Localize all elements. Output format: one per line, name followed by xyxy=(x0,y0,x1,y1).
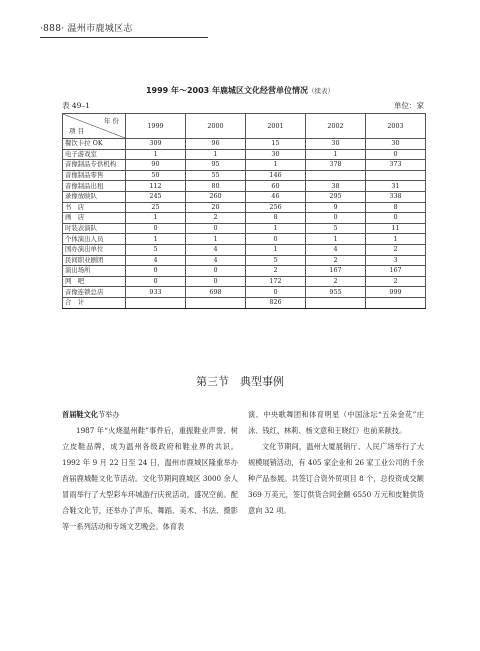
row-label: 画 店 xyxy=(63,213,126,224)
table-cell: 90 xyxy=(126,160,186,171)
table-header-row xyxy=(63,114,426,139)
table-row xyxy=(63,266,426,277)
table-cell: 698 xyxy=(186,287,246,298)
table-cell: 167 xyxy=(366,266,426,277)
row-label: 音像制品出租 xyxy=(63,181,126,192)
table-cell: 0 xyxy=(126,223,186,234)
table-row xyxy=(63,170,426,181)
table-cell: 30 xyxy=(246,149,306,160)
table-cell xyxy=(366,297,426,308)
table-cell: 2 xyxy=(306,276,366,287)
table-row xyxy=(63,234,426,245)
table-cell: 8 xyxy=(366,202,426,213)
section-title: 第三节 典型事例 xyxy=(196,375,284,388)
table-cell xyxy=(126,297,186,308)
table-cell: 8 xyxy=(246,213,306,224)
table-cell: 0 xyxy=(366,213,426,224)
table-cell: 1 xyxy=(186,234,246,245)
table-cell: 0 xyxy=(186,266,246,277)
table-cell: 9 xyxy=(306,202,366,213)
table-cell: 5 xyxy=(126,244,186,255)
table-cell xyxy=(366,170,426,181)
table-cell: 0 xyxy=(126,276,186,287)
running-head: ·888· 温州市鹿城区志 xyxy=(40,24,133,34)
table-title-note: （续表） xyxy=(308,87,335,95)
table-row xyxy=(63,149,426,160)
table-cell xyxy=(186,297,246,308)
table-cell: 1 xyxy=(246,223,306,234)
table-cell: 1 xyxy=(366,234,426,245)
row-label: 演出场所 xyxy=(63,266,126,277)
table-cell: 30 xyxy=(306,139,366,150)
table-cell: 96 xyxy=(186,139,246,150)
row-label: 音像制品零售 xyxy=(63,170,126,181)
table-row xyxy=(63,223,426,234)
table-cell: 15 xyxy=(246,139,306,150)
table-cell: 955 xyxy=(306,287,366,298)
table-cell: 5 xyxy=(306,223,366,234)
table-cell: 0 xyxy=(366,149,426,160)
table-cell: 378 xyxy=(306,160,366,171)
table-cell: 309 xyxy=(126,139,186,150)
table-title-text: 1999 年～2003 年鹿城区文化经营单位情况 xyxy=(145,86,309,95)
header-rule xyxy=(40,37,208,38)
table-row xyxy=(63,255,426,266)
table-cell: 11 xyxy=(366,223,426,234)
table-cell: 826 xyxy=(246,297,306,308)
table-cell: 1 xyxy=(306,234,366,245)
table-cell: 60 xyxy=(246,181,306,192)
table-cell: 4 xyxy=(186,255,246,266)
row-label: 餐饮卡拉 OK xyxy=(63,139,126,150)
table-cell: 55 xyxy=(186,170,246,181)
row-label: 国办演出单位 xyxy=(63,244,126,255)
year-header: 2001 xyxy=(246,114,306,139)
table-cell: 2 xyxy=(366,276,426,287)
table-cell: 2 xyxy=(366,244,426,255)
table-cell: 338 xyxy=(366,191,426,202)
row-label: 民间职业剧团 xyxy=(63,255,126,266)
table-cell: 0 xyxy=(186,276,246,287)
paragraph: 演、中央歌舞团和体育明星（中国泳坛“五朵金花”庄泳、钱红、林莉、杨文意和王晓红）也前来献技。 xyxy=(248,410,424,435)
table-number: 表 49–1 xyxy=(62,101,90,110)
table-cell: 112 xyxy=(126,181,186,192)
paragraph: 文化节期间，温州大厦展销厅、人民广场举行了大规模展销活动，有 405 家企业和 26 家工业公司的千余种产品参展。共签订合资外贸项目 8 个，总投资成交额 369 万美元，签订供货合同金额 6550 万元和皮鞋供货意向 32 项。 xyxy=(248,442,424,515)
table-cell: 2 xyxy=(186,213,246,224)
table-cell: 3 xyxy=(366,255,426,266)
table-cell: 46 xyxy=(246,191,306,202)
table-cell: 260 xyxy=(186,191,246,202)
table-cell: 20 xyxy=(186,202,246,213)
year-header: 1999 xyxy=(126,114,186,139)
table-corner-cell xyxy=(63,114,126,139)
table-cell: 38 xyxy=(306,181,366,192)
table-cell: 1 xyxy=(126,213,186,224)
table-row xyxy=(63,213,426,224)
row-label: 个体演出人员 xyxy=(63,234,126,245)
table-cell: 50 xyxy=(126,170,186,181)
table-title xyxy=(0,85,480,96)
table-cell: 30 xyxy=(366,139,426,150)
row-label: 音像连锁总店 xyxy=(63,287,126,298)
year-header: 2002 xyxy=(306,114,366,139)
row-label: 录像放映队 xyxy=(63,191,126,202)
table-cell: 2 xyxy=(246,266,306,277)
table-cell: 0 xyxy=(246,287,306,298)
table-cell: 0 xyxy=(306,213,366,224)
table-row xyxy=(63,202,426,213)
table-cell: 256 xyxy=(246,202,306,213)
row-label: 合 计 xyxy=(63,297,126,308)
table-cell: 1 xyxy=(126,149,186,160)
table-row xyxy=(63,244,426,255)
paragraph: 1987 年“火烧温州鞋”事件后，重振鞋业声誉、树立皮鞋品牌，成为温州各级政府和鞋业界的共识。1992 年 9 月 22 日至 24 日，温州市鹿城区隆重举办首届鹿城鞋文化节活动。文化节期间鹿城区 3000 余人冒雨举行了大型彩车环城游行庆祝活动，盛况空前。配合鞋文化节，还举办了声乐、舞蹈、美术、书法、摄影等一系列活动和专场文艺晚会。体育表 xyxy=(62,426,238,531)
table-cell: 4 xyxy=(186,244,246,255)
table-row xyxy=(63,181,426,192)
row-label: 电子游戏室 xyxy=(63,149,126,160)
text-column-right xyxy=(248,407,424,519)
year-header: 2003 xyxy=(366,114,426,139)
table-row xyxy=(63,297,426,308)
table-cell: 80 xyxy=(186,181,246,192)
table-cell: 25 xyxy=(126,202,186,213)
table-cell: 1 xyxy=(186,149,246,160)
table-cell: 4 xyxy=(126,255,186,266)
table-cell: 1 xyxy=(306,149,366,160)
table-cell: 373 xyxy=(366,160,426,171)
table-cell: 0 xyxy=(126,266,186,277)
table-cell: 172 xyxy=(246,276,306,287)
table-row xyxy=(63,160,426,171)
corner-label-year: 年 份 xyxy=(103,117,119,125)
article-heading-bold: 首届鞋文化 xyxy=(62,410,98,419)
table-unit: 单位：家 xyxy=(394,101,424,110)
row-label: 时装表演队 xyxy=(63,223,126,234)
table-cell: 95 xyxy=(186,160,246,171)
table-cell: 0 xyxy=(186,223,246,234)
table-cell: 4 xyxy=(306,244,366,255)
table-cell: 1 xyxy=(126,234,186,245)
table-cell: 933 xyxy=(126,287,186,298)
table-cell xyxy=(306,297,366,308)
table-cell: 5 xyxy=(246,255,306,266)
table-cell: 999 xyxy=(366,287,426,298)
table-row xyxy=(63,276,426,287)
table-cell: 146 xyxy=(246,170,306,181)
row-label: 网 吧 xyxy=(63,276,126,287)
table-row xyxy=(63,287,426,298)
article-heading-rest: 节举办 xyxy=(97,410,120,419)
table-cell xyxy=(306,170,366,181)
statistics-table xyxy=(62,113,426,309)
row-label: 书 店 xyxy=(63,202,126,213)
table-cell: 2 xyxy=(306,255,366,266)
table-cell: 1 xyxy=(246,244,306,255)
article-heading xyxy=(62,407,238,423)
table-row xyxy=(63,191,426,202)
table-cell: 295 xyxy=(306,191,366,202)
table-cell: 1 xyxy=(246,160,306,171)
corner-label-item: 项 目 xyxy=(69,127,85,135)
table-cell: 31 xyxy=(366,181,426,192)
year-header: 2000 xyxy=(186,114,246,139)
table-cell: 0 xyxy=(246,234,306,245)
text-column-left xyxy=(62,407,238,535)
row-label: 音像制品专供机构 xyxy=(63,160,126,171)
table-cell: 245 xyxy=(126,191,186,202)
table-row xyxy=(63,139,426,150)
table-cell: 167 xyxy=(306,266,366,277)
